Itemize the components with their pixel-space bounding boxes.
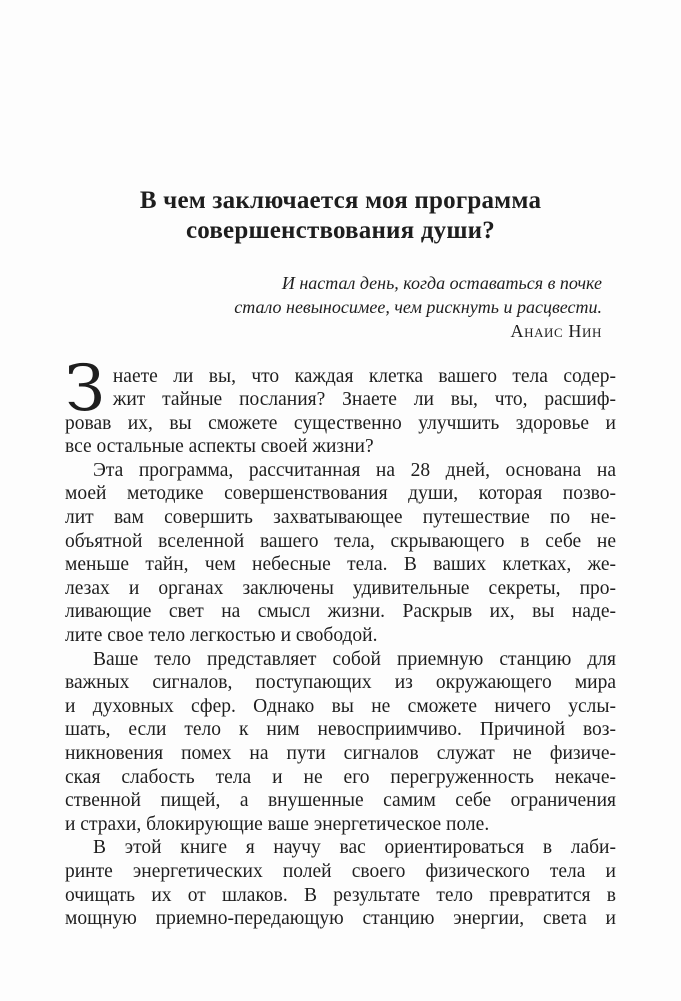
paragraph [65,351,616,459]
paragraph [65,648,616,837]
text-line: никновения помех на пути сигналов служат не физиче- [65,743,616,764]
text-line: ливающие свет на смысл жизни. Раскрыв их, вы наде- [65,601,616,623]
chapter-title-line-1: В чем заключается моя программа [139,187,542,214]
body-text [65,351,616,931]
text-line: ская слабость тела и не его перегруженность некаче- [65,766,616,788]
text-line: важных сигналов, поступающих из окружающего мира [65,672,616,694]
text-line: шать, если тело к ним невосприимчиво. Причиной воз- [65,719,616,741]
epigraph-author: Анаис Нин [510,321,602,341]
text-line: ственной пищей, а внушенные самим себе ограничения [65,790,616,812]
chapter-title [65,186,616,246]
text-line: мощную приемно-передающую станцию энергии, света и [65,908,616,930]
text-line: объятной вселенной вашего тела, скрывающего в себе не [65,530,616,552]
text-line: все остальные аспекты своей жизни? [65,436,374,458]
dropcap-letter: З [65,351,105,426]
text-line: ровав их, вы сможете существенно улучшить здоровье и [65,412,616,434]
text-line: лит вам совершить захватывающее путешествие по не- [65,507,616,529]
text-line: Эта программа, рассчитанная на 28 дней, основана на [93,459,616,481]
text-line: Ваше тело представляет собой приемную станцию для [93,648,616,670]
text-line: В этой книге я научу вас ориентироваться в лаби- [93,837,616,859]
text-line: лезах и органах заключены удивительные секреты, про- [65,577,616,599]
epigraph [65,272,616,344]
text-line: жит тайные послания? Знаете ли вы, что, расшиф- [112,389,616,411]
chapter-title-line-2: совершенствования души? [185,217,495,244]
paragraph [65,836,616,930]
epigraph-line-2: стало невыносимее, чем рискнуть и расцвести. [234,296,602,317]
text-line: очищать их от шлаков. В результате тело превратится в [65,884,616,906]
paragraph [65,459,616,648]
text-line: лите свое тело легкостью и свободой. [65,625,378,647]
epigraph-line-1: И настал день, когда оставаться в почке [281,273,602,293]
text-line: ринте энергетических полей своего физического тела и [65,860,616,882]
text-line: и страхи, блокирующие ваше энергетическое поле. [65,813,490,835]
text-line: наете ли вы, что каждая клетка вашего тела содер- [112,365,616,387]
text-line: меньше тайн, чем небесные тела. В ваших клетках, же- [65,554,616,576]
text-line: и духовных сфер. Однако вы не сможете ничего услы- [65,695,616,717]
text-line: моей методике совершенствования души, которая позво- [65,483,616,505]
